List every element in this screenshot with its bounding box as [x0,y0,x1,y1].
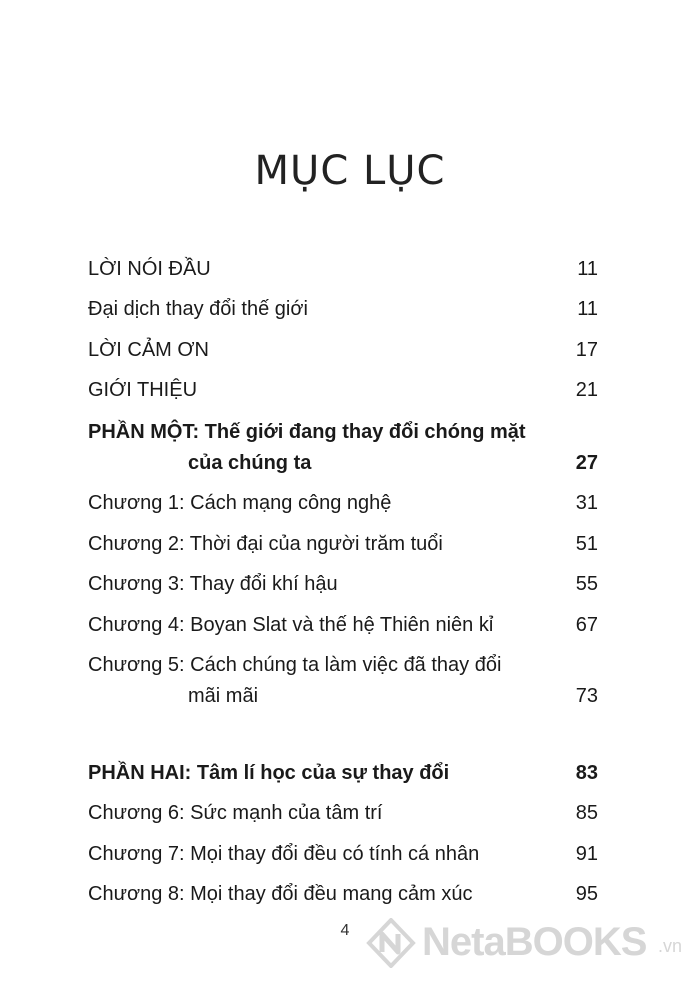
toc-part-label: PHẦN HAI: Tâm lí học của sự thay đổi [88,762,450,784]
toc-entry-label [88,610,493,640]
toc-entry-page: 17 [575,339,598,361]
chapter-prefix: Chương 2: [88,533,185,555]
toc-entry-label [88,798,382,828]
toc-entry-label: LỜI CẢM ƠN [88,339,209,361]
chapter-prefix: Chương 4: [88,614,185,636]
toc-entry-page: 31 [575,492,598,514]
chapter-prefix: Chương 5: [88,654,185,676]
toc-entry-label [88,650,501,680]
toc-chapter-4 [88,610,600,640]
toc-chapter-2 [88,529,600,559]
toc-entry-page: 83 [575,762,598,784]
toc-entry-page: 73 [575,685,598,707]
toc-entry-label [88,839,479,869]
toc-entry-page: 11 [577,298,598,320]
page-number: 4 [340,922,350,939]
netabooks-watermark [366,914,696,974]
toc-entry-page: 95 [575,883,598,905]
toc-entry-foreword [88,254,600,284]
toc-entry-label [88,529,443,559]
chapter-title: Sức mạnh của tâm trí [190,802,383,824]
toc-chapter-5-line1 [88,650,600,680]
toc-entry-label: Đại dịch thay đổi thế giới [88,298,308,320]
chapter-prefix: Chương 7: [88,843,185,865]
toc-entry-pandemic [88,294,600,324]
toc-entry-page: 21 [575,379,598,401]
chapter-title: Cách chúng ta làm việc đã thay đổi [190,654,502,676]
toc-entry-page: 85 [575,802,598,824]
toc-part-label: PHẦN MỘT: Thế giới đang thay đổi chóng mặt [88,421,526,443]
toc-chapter-6 [88,798,600,828]
toc-chapter-3 [88,569,600,599]
toc-entry-label [88,488,391,518]
toc-part-label-continued: của chúng ta [188,452,312,474]
page-title: MỤC LỤC [254,148,446,194]
toc-entry-page: 67 [575,614,598,636]
chapter-title: Thời đại của người trăm tuổi [189,533,443,555]
toc-chapter-7 [88,839,600,869]
toc-entry-page: 55 [575,573,598,595]
chapter-prefix: Chương 8: [88,883,185,905]
toc-part-one-line2 [88,448,600,478]
toc-entry-label [88,569,338,599]
toc-chapter-1 [88,488,600,518]
toc-part-one-line1 [88,417,600,447]
toc-entry-introduction [88,375,600,405]
watermark-brand: NetaBOOKS [422,920,647,964]
toc-entry-label [88,879,473,909]
toc-chapter-5-line2 [88,681,600,711]
toc-part-two [88,758,600,788]
chapter-title: Cách mạng công nghệ [190,492,392,514]
toc-entry-page: 11 [577,258,598,280]
toc-entry-acknowledgements [88,335,600,365]
chapter-title-continued: mãi mãi [188,685,259,707]
toc-entry-page: 91 [575,843,598,865]
toc-entry-label: GIỚI THIỆU [88,379,198,401]
chapter-title: Mọi thay đổi đều mang cảm xúc [190,883,473,905]
chapter-prefix: Chương 1: [88,492,185,514]
toc-entry-label: LỜI NÓI ĐẦU [88,258,211,280]
toc-entry-page: 27 [575,452,598,474]
toc-entry-page: 51 [575,533,598,555]
chapter-prefix: Chương 3: [88,573,185,595]
watermark-tld: .vn [658,936,683,956]
chapter-title: Mọi thay đổi đều có tính cá nhân [190,843,480,865]
toc-chapter-8 [88,879,600,909]
netabooks-n-logo-icon [366,918,416,968]
chapter-prefix: Chương 6: [88,802,185,824]
chapter-title: Thay đổi khí hậu [189,573,338,595]
chapter-title: Boyan Slat và thế hệ Thiên niên kỉ [190,614,494,636]
